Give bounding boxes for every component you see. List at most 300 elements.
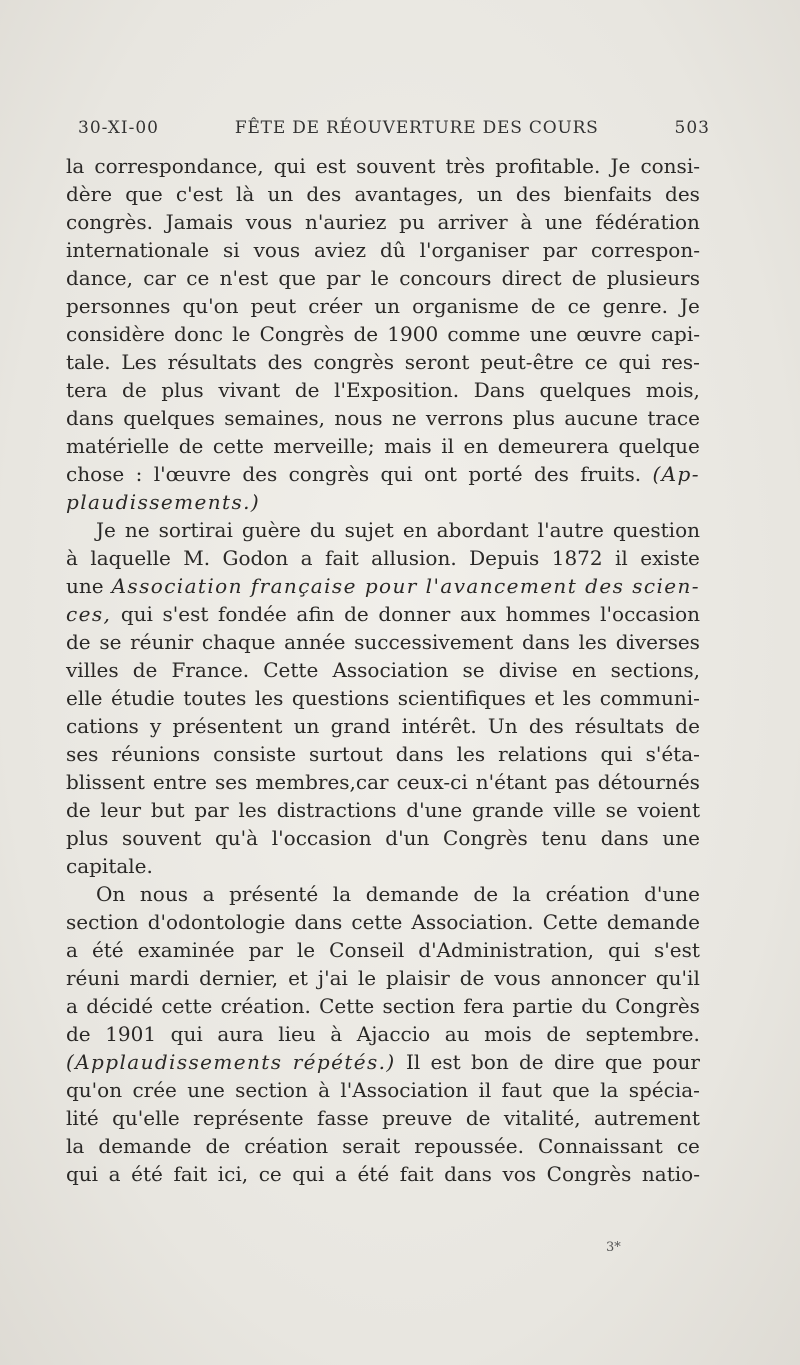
word: fédération — [595, 210, 700, 234]
word: congrès — [313, 350, 394, 374]
word: à — [66, 546, 78, 570]
word: des — [267, 350, 303, 374]
word: la — [66, 1134, 85, 1158]
word: hommes — [505, 602, 591, 626]
word: diverses — [615, 630, 700, 654]
word: Congrès — [615, 994, 700, 1018]
text-line — [66, 432, 700, 460]
word: de — [459, 966, 485, 990]
italic-word: ces, — [66, 602, 112, 626]
word: il — [441, 434, 454, 458]
word: c'est — [175, 182, 223, 206]
word: toutes — [183, 686, 247, 710]
word: n'étant — [475, 770, 547, 794]
word: scientifiques — [397, 686, 526, 710]
word: bienfaits — [563, 182, 652, 206]
word: verrons — [425, 406, 504, 430]
word: de — [66, 798, 91, 822]
word: des — [306, 182, 342, 206]
text-line — [66, 180, 700, 208]
word: chaque — [201, 630, 276, 654]
word: arriver — [437, 210, 508, 234]
text-line — [66, 1020, 700, 1048]
word: qui — [120, 602, 153, 626]
word: dû — [380, 238, 406, 262]
word: Cette — [319, 994, 375, 1018]
word: 1872 — [551, 546, 603, 570]
word: l'occasion — [600, 602, 700, 626]
word: aux — [459, 602, 497, 626]
word: de — [66, 1022, 91, 1046]
word: Conseil — [329, 938, 405, 962]
word: un — [476, 182, 503, 206]
word: qui — [600, 742, 633, 766]
word: donc — [174, 322, 223, 346]
word: a — [300, 546, 313, 570]
word: profitable. — [495, 154, 601, 178]
word: des — [528, 714, 564, 738]
word: ici, — [217, 1162, 249, 1186]
word: semaines, — [224, 406, 326, 430]
word: preuve — [382, 1106, 453, 1130]
word: a — [66, 938, 78, 962]
text-line — [66, 1104, 700, 1132]
word: porté — [468, 462, 523, 486]
word: année — [284, 630, 346, 654]
word: Association. — [411, 910, 534, 934]
word: du — [309, 518, 336, 542]
word: nous — [334, 406, 383, 430]
word: demande — [365, 882, 459, 906]
word: vitalité, — [503, 1106, 581, 1130]
word: souvent — [356, 154, 436, 178]
word: Depuis — [469, 546, 540, 570]
word: œuvre — [576, 322, 642, 346]
word: plus — [512, 406, 556, 430]
word: partie — [512, 994, 573, 1018]
word: décidé — [86, 994, 154, 1018]
italic-word: (Ap- — [652, 462, 700, 486]
word: internationale — [66, 238, 210, 262]
word: le — [232, 322, 251, 346]
word: communi- — [599, 686, 700, 710]
word: considère — [66, 322, 165, 346]
word: un — [267, 182, 294, 206]
word: dernier, — [199, 966, 279, 990]
word: l'Exposition. — [334, 378, 460, 402]
word: d'une — [406, 798, 463, 822]
word: ses — [66, 742, 99, 766]
text-line — [66, 684, 700, 712]
word: l'Association — [340, 1078, 469, 1102]
word: dans — [294, 910, 343, 934]
word: matérielle — [66, 434, 170, 458]
word: genre. — [602, 294, 668, 318]
word: dans — [66, 406, 114, 430]
word: natio- — [641, 1162, 700, 1186]
word: représente — [193, 1106, 304, 1130]
word: très — [445, 154, 486, 178]
word: serait — [342, 1134, 401, 1158]
word: Godon — [222, 546, 289, 570]
word: sortirai — [158, 518, 233, 542]
word: relations — [498, 742, 588, 766]
word: un — [374, 294, 401, 318]
word: qu'à — [214, 826, 259, 850]
word: se — [99, 630, 122, 654]
word: réunions — [111, 742, 201, 766]
word: blissent — [66, 770, 145, 794]
word: de — [66, 630, 91, 654]
word: n'auriez — [304, 210, 387, 234]
word: Ajaccio — [356, 1022, 431, 1046]
italic-word: scien- — [632, 574, 700, 598]
word: du — [581, 994, 607, 1018]
word: qui — [292, 1162, 325, 1186]
word: des — [515, 182, 551, 206]
word: section — [382, 994, 456, 1018]
text-line — [66, 572, 700, 600]
word: a — [334, 1162, 347, 1186]
text-line — [66, 544, 700, 572]
word: dans — [521, 630, 570, 654]
text-line — [66, 348, 700, 376]
word: cette — [351, 910, 403, 934]
word: réuni — [66, 966, 120, 990]
word: des — [533, 462, 569, 486]
word: le — [357, 966, 377, 990]
word: de — [571, 266, 597, 290]
word: surtout — [309, 742, 383, 766]
word: les — [578, 630, 608, 654]
word: membres,car — [255, 770, 389, 794]
word: détournés — [597, 770, 700, 794]
word: peut — [250, 294, 297, 318]
text-line — [66, 768, 700, 796]
word: divise — [498, 658, 558, 682]
word: d'un — [385, 826, 430, 850]
word: les — [238, 798, 267, 822]
word: aucune — [564, 406, 639, 430]
word: Cette — [542, 910, 598, 934]
word: de — [294, 378, 320, 402]
word: capitale. — [66, 854, 153, 878]
word: souvent — [122, 826, 202, 850]
word: et — [534, 686, 555, 710]
word: étudie — [110, 686, 175, 710]
text-line — [66, 1160, 700, 1188]
body-text — [66, 152, 700, 1188]
word: été — [91, 938, 124, 962]
word: s'est — [162, 602, 209, 626]
word: Un — [487, 714, 518, 738]
text-line — [66, 964, 700, 992]
word: a — [202, 882, 215, 906]
word: à — [330, 1022, 343, 1046]
word: une — [529, 322, 568, 346]
word: là — [235, 182, 255, 206]
text-line — [66, 236, 700, 264]
word: l'autre — [537, 518, 604, 542]
word: ce — [186, 266, 210, 290]
text-line — [66, 880, 700, 908]
text-line — [66, 404, 700, 432]
word: congrès. — [66, 210, 153, 234]
italic-word: des — [585, 574, 625, 598]
word: qui — [66, 1162, 99, 1186]
word: de — [205, 1134, 231, 1158]
word: dans — [600, 826, 649, 850]
word: fait — [324, 546, 359, 570]
word: cette — [212, 434, 264, 458]
text-line — [66, 656, 700, 684]
word: un — [293, 714, 320, 738]
text-line — [66, 376, 700, 404]
word: spécia- — [628, 1078, 700, 1102]
text-line — [66, 208, 700, 236]
word: qu'on — [182, 294, 239, 318]
word: une — [662, 826, 700, 850]
word: section — [66, 910, 139, 934]
word: Cette — [263, 658, 319, 682]
word: présenté — [229, 882, 319, 906]
word: que — [125, 182, 163, 206]
word: dans — [395, 742, 444, 766]
word: de — [530, 294, 556, 318]
text-line — [66, 516, 700, 544]
word: faut — [501, 1078, 542, 1102]
word: s'éta- — [645, 742, 700, 766]
italic-word: répétés.) — [292, 1050, 396, 1074]
word: comme — [447, 322, 521, 346]
page-number: 503 — [674, 118, 710, 138]
word: s'est — [654, 938, 700, 962]
text-line — [66, 292, 700, 320]
word: de — [122, 378, 147, 402]
word: leur — [100, 798, 142, 822]
word: de — [519, 1050, 544, 1074]
word: M. — [183, 546, 211, 570]
text-line — [66, 1076, 700, 1104]
word: annoncer — [550, 966, 646, 990]
word: il — [478, 1078, 492, 1102]
text-line — [66, 600, 700, 628]
word: cations — [66, 714, 139, 738]
word: est — [430, 1050, 461, 1074]
word: vivant — [218, 378, 281, 402]
word: questions — [291, 686, 390, 710]
word: de — [353, 322, 379, 346]
word: qu'on — [66, 1078, 123, 1102]
word: j'ai — [317, 966, 348, 990]
word: successivement — [354, 630, 514, 654]
header-date: 30-XI-00 — [78, 118, 159, 138]
word: ne — [124, 518, 150, 542]
word: fasse — [317, 1106, 369, 1130]
word: au — [444, 1022, 470, 1046]
word: création. — [220, 994, 311, 1018]
word: dire — [553, 1050, 595, 1074]
word: question — [612, 518, 700, 542]
text-line — [66, 1132, 700, 1160]
word: fera — [463, 994, 505, 1018]
word: création — [545, 882, 630, 906]
word: à — [520, 210, 533, 234]
word: en — [402, 518, 428, 542]
word: une — [187, 1078, 225, 1102]
word: dans — [444, 1162, 492, 1186]
word: Association — [332, 658, 449, 682]
word: la — [600, 1078, 619, 1102]
word: n'est — [219, 266, 269, 290]
word: tera — [66, 378, 108, 402]
word: tale. — [66, 350, 111, 374]
italic-word: française — [250, 574, 357, 598]
word: fruits. — [580, 462, 642, 486]
word: quelque — [618, 434, 700, 458]
word: On — [96, 882, 126, 906]
word: concours — [399, 266, 492, 290]
word: plus — [161, 378, 204, 402]
word: mais — [384, 434, 432, 458]
word: vous — [245, 210, 293, 234]
word: aura — [217, 1022, 264, 1046]
text-line — [66, 992, 700, 1020]
word: voient — [637, 798, 700, 822]
word: abordant — [436, 518, 529, 542]
word: Je — [610, 154, 631, 178]
word: qui — [380, 462, 413, 486]
word: congrès — [288, 462, 370, 486]
word: aviez — [314, 238, 367, 262]
word: Dans — [473, 378, 525, 402]
word: l'occasion — [271, 826, 372, 850]
word: qui — [607, 938, 641, 962]
word: ne — [391, 406, 417, 430]
word: de — [465, 1106, 491, 1130]
word: fondée — [218, 602, 287, 626]
word: vos — [502, 1162, 537, 1186]
word: par — [326, 266, 361, 290]
word: demande — [606, 910, 700, 934]
text-line — [66, 852, 700, 880]
word: pas — [554, 770, 590, 794]
word: donner — [378, 602, 451, 626]
word: peut-être — [480, 350, 574, 374]
text-line — [66, 908, 700, 936]
word: résultats — [167, 350, 257, 374]
word: de — [473, 882, 499, 906]
word: pour — [652, 1050, 700, 1074]
word: section — [235, 1078, 308, 1102]
word: afin — [296, 602, 335, 626]
word: entre — [152, 770, 208, 794]
word: Congrès — [443, 826, 528, 850]
word: correspon- — [591, 238, 700, 262]
word: à — [318, 1078, 331, 1102]
word: ses — [214, 770, 248, 794]
word: res- — [661, 350, 700, 374]
text-line — [66, 320, 700, 348]
word: mardi — [129, 966, 190, 990]
word: quelques — [539, 378, 632, 402]
word: distractions — [276, 798, 397, 822]
word: d'une — [644, 882, 700, 906]
word: vous — [253, 238, 301, 262]
word: car — [143, 266, 176, 290]
word: mois — [484, 1022, 532, 1046]
word: Je — [680, 294, 700, 318]
word: mois, — [645, 378, 700, 402]
word: intérêt. — [401, 714, 477, 738]
word: que — [604, 1050, 643, 1074]
word: de — [344, 602, 369, 626]
word: sujet — [344, 518, 394, 542]
word: est — [315, 154, 347, 178]
word: consiste — [213, 742, 297, 766]
signature-mark: 3* — [606, 1240, 621, 1255]
text-line — [66, 628, 700, 656]
word: personnes — [66, 294, 171, 318]
word: qui — [618, 350, 651, 374]
word: 1900 — [387, 322, 439, 346]
word: d'odontologie — [147, 910, 286, 934]
word: si — [222, 238, 240, 262]
word: demeurera — [497, 434, 609, 458]
word: que — [552, 1078, 590, 1102]
text-line — [66, 1048, 700, 1076]
word: lieu — [278, 1022, 316, 1046]
word: quelques — [123, 406, 215, 430]
word: l'œuvre — [153, 462, 231, 486]
word: créer — [308, 294, 363, 318]
word: les — [254, 686, 284, 710]
word: résultats — [574, 714, 665, 738]
word: consi- — [640, 154, 700, 178]
word: Connaissant — [538, 1134, 663, 1158]
word: cette — [161, 994, 213, 1018]
word: le — [370, 266, 390, 290]
word: les — [456, 742, 486, 766]
word: en — [571, 658, 597, 682]
word: septembre. — [585, 1022, 700, 1046]
word: seront — [404, 350, 470, 374]
word: l'organiser — [419, 238, 529, 262]
word: pu — [399, 210, 425, 234]
word: trace — [647, 406, 700, 430]
italic-word: (Applaudissements — [66, 1050, 283, 1074]
word: avantages, — [354, 182, 464, 206]
word: des — [242, 462, 278, 486]
word: se — [605, 798, 628, 822]
word: une — [66, 574, 104, 598]
word: fait — [399, 1162, 434, 1186]
word: se — [462, 658, 485, 682]
word: France. — [171, 658, 250, 682]
word: villes — [66, 658, 119, 682]
word: y — [149, 714, 162, 738]
word: plusieurs — [606, 266, 700, 290]
word: nous — [139, 882, 188, 906]
word: demande — [98, 1134, 192, 1158]
word: direct — [501, 266, 562, 290]
word: a — [66, 994, 78, 1018]
text-line — [66, 488, 700, 516]
word: la — [512, 882, 531, 906]
word: de — [178, 434, 204, 458]
word: Congrès — [546, 1162, 632, 1186]
word: par — [194, 798, 229, 822]
